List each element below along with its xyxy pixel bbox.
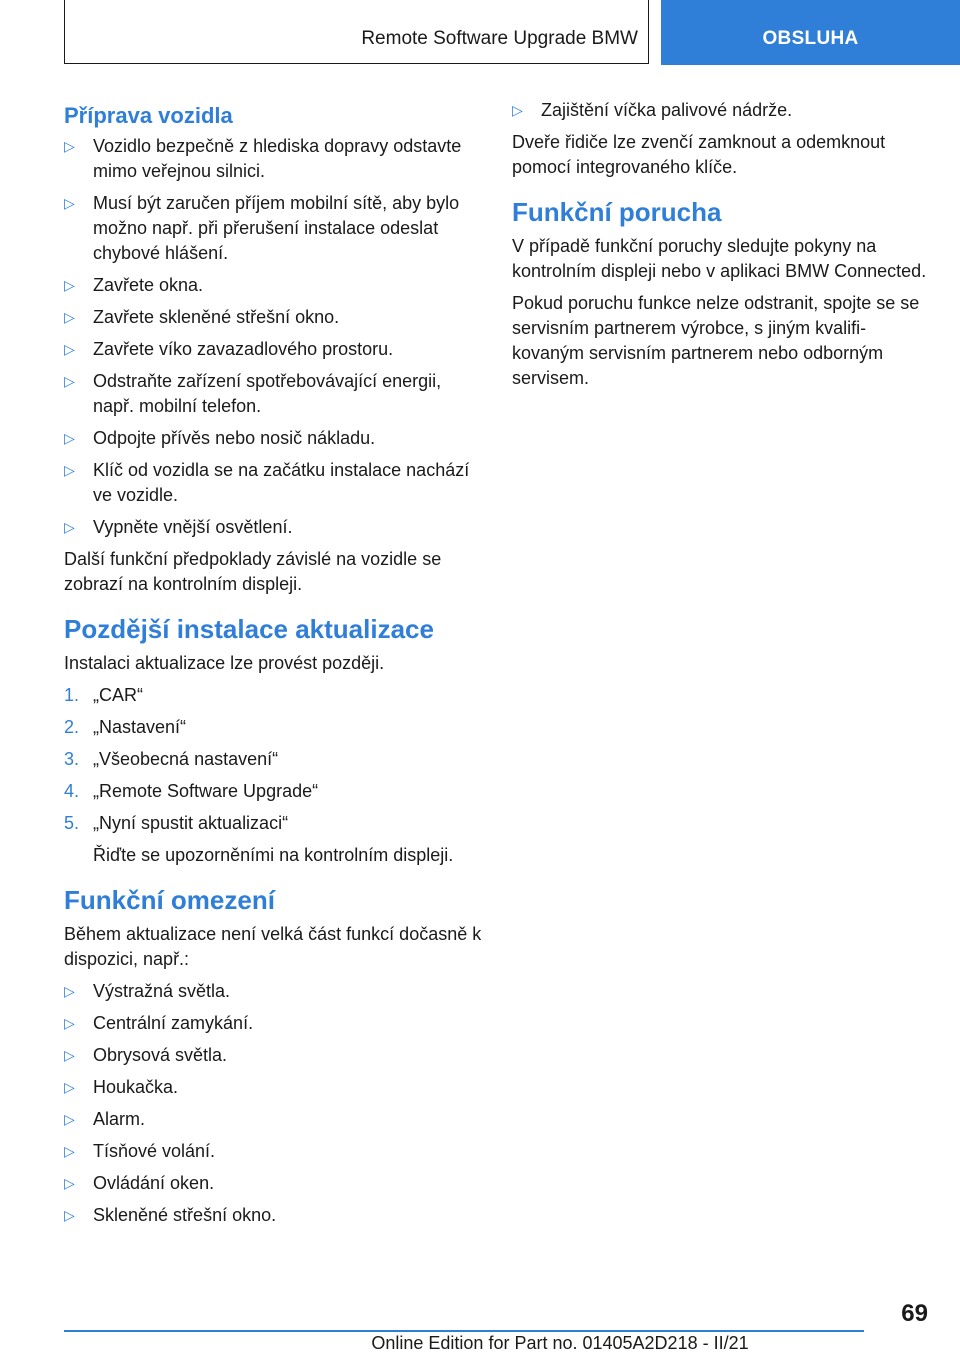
triangle-bullet-icon: ▷ xyxy=(64,1047,75,1063)
list-item: ▷ Zavřete okna. xyxy=(64,273,484,298)
triangle-bullet-icon: ▷ xyxy=(64,462,75,478)
list-item: ▷ Centrální zamykání. xyxy=(64,1011,484,1036)
step-number: 2. xyxy=(64,717,80,737)
step-number: 5. xyxy=(64,813,80,833)
heading-function-limits: Funkční omezení xyxy=(64,885,275,915)
header-section-tab xyxy=(661,0,960,65)
triangle-bullet-icon: ▷ xyxy=(64,277,75,293)
preparation-list xyxy=(64,134,484,540)
step-number: 3. xyxy=(64,749,80,769)
triangle-bullet-icon: ▷ xyxy=(64,519,75,535)
list-item: ▷ Vozidlo bezpečně z hlediska dopravy odstavte mimo veřejnou silnici. xyxy=(64,136,462,181)
doors-text: Dveře řidiče lze zvenčí zamknout a odemknout pomocí integrovaného klíče. xyxy=(512,132,886,177)
list-item: ▷ Zavřete víko zavazadlového prostoru. xyxy=(64,337,484,362)
list-item: ▷ Musí být zaručen příjem mobilní sítě, aby bylo možno např. při přerušení instalace odeslat chybové hlášení. xyxy=(64,193,460,263)
step-item: 1. „CAR“ xyxy=(64,683,484,708)
triangle-bullet-icon: ▷ xyxy=(64,1143,75,1159)
triangle-bullet-icon: ▷ xyxy=(64,341,75,357)
triangle-bullet-icon: ▷ xyxy=(64,983,75,999)
header-title-box xyxy=(64,0,649,64)
limits-intro: Během aktualizace není velká část funkcí dočasně k dispozici, např.: xyxy=(64,924,482,969)
list-item: ▷ Výstražná světla. xyxy=(64,979,484,1004)
triangle-bullet-icon: ▷ xyxy=(64,373,75,389)
limits-list xyxy=(64,979,484,1228)
step-item: 3. „Všeobecná nastavení“ xyxy=(64,747,484,772)
left-column xyxy=(64,98,484,1235)
triangle-bullet-icon: ▷ xyxy=(64,309,75,325)
triangle-bullet-icon: ▷ xyxy=(512,102,523,118)
footer-edition: Online Edition for Part no. 01405A2D218 - II/21 xyxy=(371,1333,749,1353)
triangle-bullet-icon: ▷ xyxy=(64,195,75,211)
section-label: OBSLUHA xyxy=(762,28,859,49)
right-column xyxy=(512,98,932,398)
heading-later-installation: Pozdější instalace aktualizace xyxy=(64,614,434,644)
triangle-bullet-icon: ▷ xyxy=(64,1079,75,1095)
step-number: 1. xyxy=(64,685,80,705)
list-item: ▷ Tísňové volání. xyxy=(64,1139,484,1164)
step-number: 4. xyxy=(64,781,80,801)
triangle-bullet-icon: ▷ xyxy=(64,1207,75,1223)
footer-divider xyxy=(64,1330,864,1332)
later-steps-list xyxy=(64,683,484,836)
list-item: ▷ Odpojte přívěs nebo nosič nákladu. xyxy=(64,426,484,451)
list-item: ▷ Obrysová světla. xyxy=(64,1043,484,1068)
list-item: ▷ Vypněte vnější osvětlení. xyxy=(64,515,484,540)
list-item: ▷ Odstraňte zařízení spotřebovávající energii, např. mobilní telefon. xyxy=(64,371,442,416)
list-item: ▷ Ovládání oken. xyxy=(64,1171,484,1196)
step-item: 5. „Nyní spustit aktualizaci“ xyxy=(64,811,484,836)
heading-vehicle-preparation: Příprava vozidla xyxy=(64,103,233,128)
heading-function-fault: Funkční porucha xyxy=(512,197,722,227)
triangle-bullet-icon: ▷ xyxy=(64,430,75,446)
list-item: ▷ Zajištění víčka palivové nádrže. xyxy=(512,98,932,123)
step-item: 4. „Remote Software Upgrade“ xyxy=(64,779,484,804)
list-item: ▷ Alarm. xyxy=(64,1107,484,1132)
fault-paragraph-1: V případě funkční poruchy sledujte pokyny na kontrolním displeji nebo v aplikaci BMW Connected. xyxy=(512,236,927,281)
step-item: 2. „Nastavení“ xyxy=(64,715,484,740)
triangle-bullet-icon: ▷ xyxy=(64,1175,75,1191)
triangle-bullet-icon: ▷ xyxy=(64,1111,75,1127)
triangle-bullet-icon: ▷ xyxy=(64,138,75,154)
page-header xyxy=(64,0,960,65)
preparation-note: Další funkční předpoklady závislé na vozidle se zobrazí na kontrolním displeji. xyxy=(64,549,442,594)
fuel-list xyxy=(512,98,932,123)
fault-paragraph-2: Pokud poruchu funkce nelze odstranit, spojte se se servisním partnerem výrobce, s jiným kvalifikovaným servisním partnerem nebo odborným servisem. xyxy=(512,293,920,388)
list-item: ▷ Klíč od vozidla se na začátku instalace nachází ve vozidle. xyxy=(64,460,470,505)
triangle-bullet-icon: ▷ xyxy=(64,1015,75,1031)
later-note: Řiďte se upozorněními na kontrolním displeji. xyxy=(93,845,454,865)
list-item: ▷ Skleněné střešní okno. xyxy=(64,1203,484,1228)
list-item: ▷ Houkačka. xyxy=(64,1075,484,1100)
list-item: ▷ Zavřete skleněné střešní okno. xyxy=(64,305,484,330)
later-intro: Instalaci aktualizace lze provést později. xyxy=(64,653,385,673)
header-title: Remote Software Upgrade BMW xyxy=(361,28,638,49)
page-number: 69 xyxy=(901,1300,928,1327)
